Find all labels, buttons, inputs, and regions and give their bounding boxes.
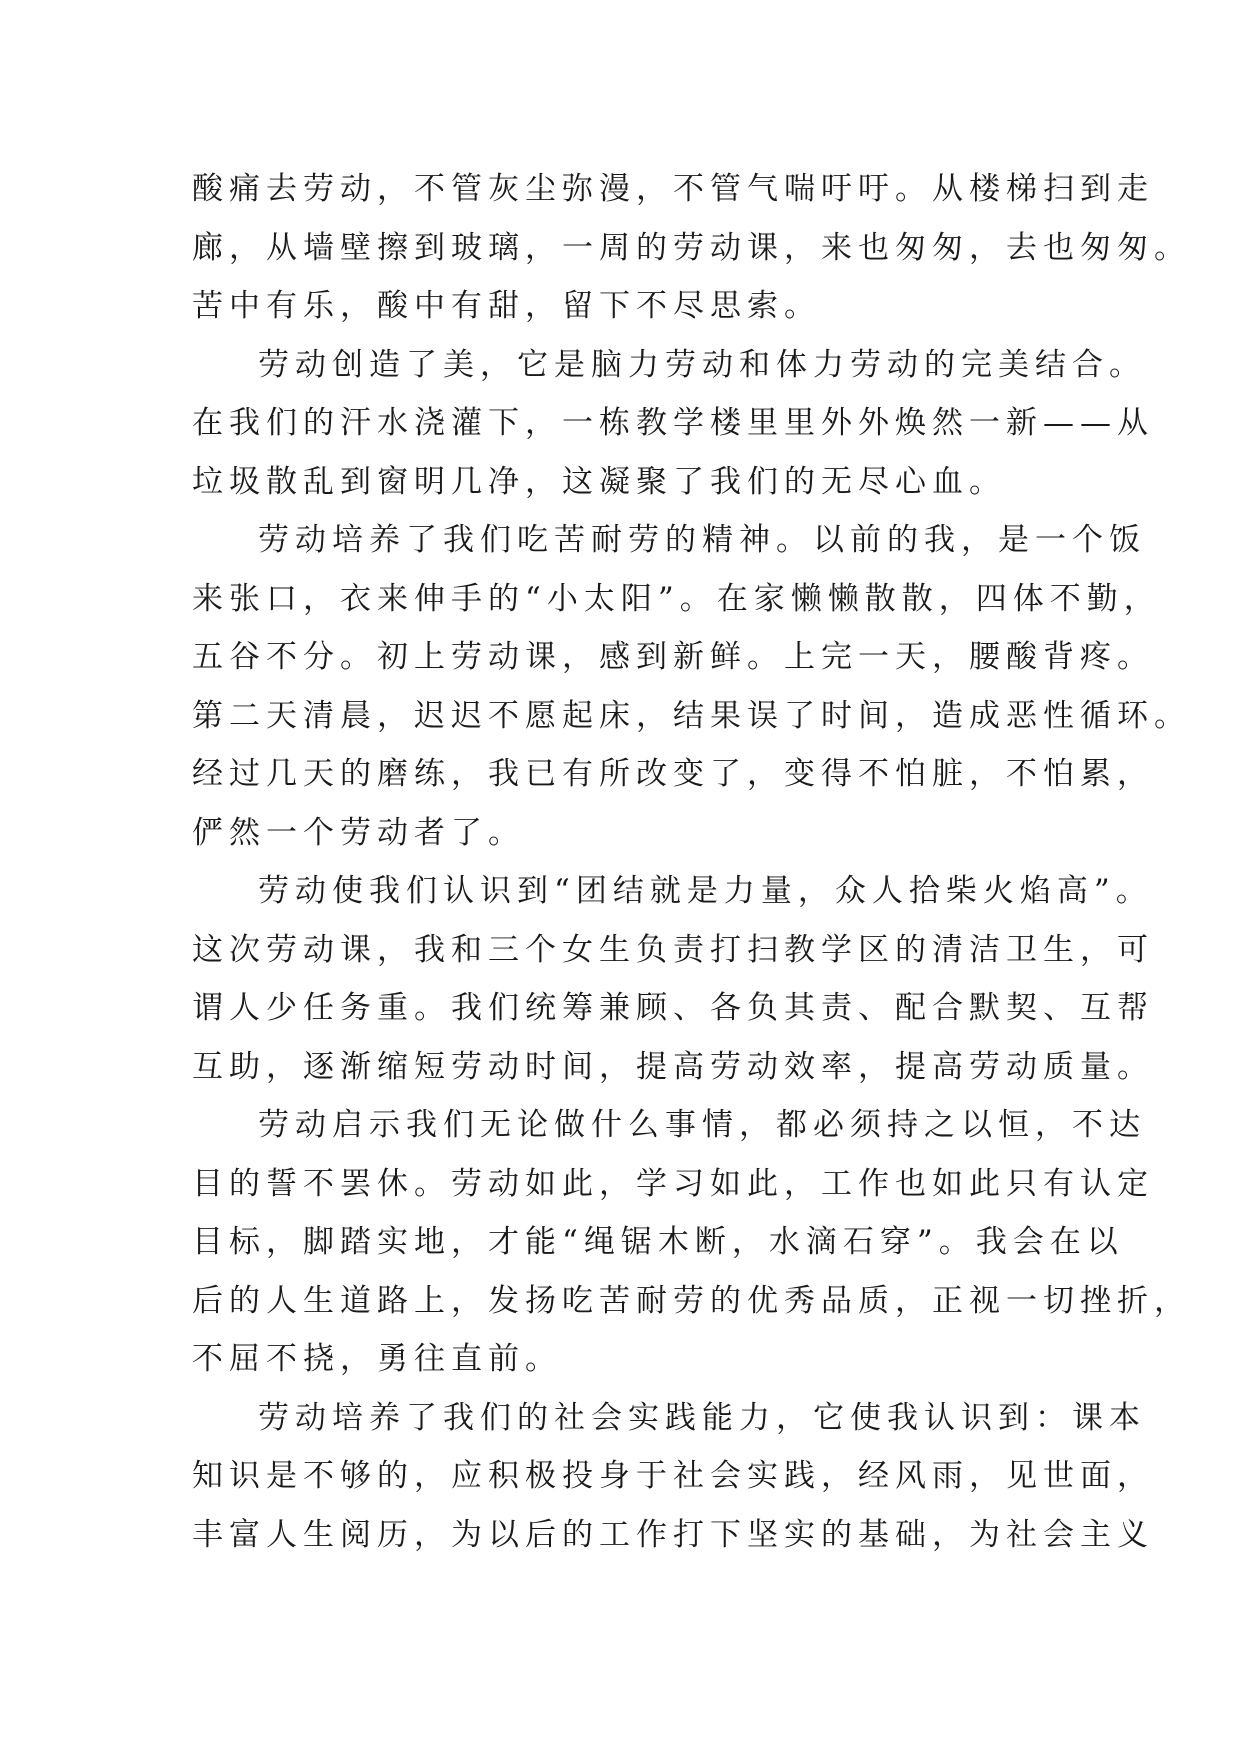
- text-line: 劳动创造了美，它是脑力劳动和体力劳动的完美结合。: [258, 346, 1146, 383]
- text-line: 不屈不挠，勇往直前。: [192, 1341, 562, 1377]
- text-line: 知识是不够的，应积极投身于社会实践，经风雨，见世面，: [192, 1458, 1154, 1494]
- text-line: 五谷不分。初上劳动课，感到新鲜。上完一天，腰酸背疼。: [192, 639, 1154, 675]
- text-line: 来张口，衣来伸手的“小太阳”。在家懒懒散散，四体不勤，: [192, 580, 1161, 617]
- text-line: 酸痛去劳动，不管灰尘弥漫，不管气喘吁吁。从楼梯扫到走: [192, 171, 1154, 207]
- text-line: 第二天清晨，迟迟不愿起床，结果误了时间，造成恶性循环。: [192, 697, 1191, 734]
- text-line: 劳动启示我们无论做什么事情，都必须持之以恒，不达: [258, 1107, 1146, 1143]
- text-line: 垃圾散乱到窗明几净，这凝聚了我们的无尽心血。: [192, 463, 1006, 500]
- text-line: 互助，逐渐缩短劳动时间，提高劳动效率，提高劳动质量。: [192, 1048, 1154, 1085]
- text-line: 俨然一个劳动者了。: [192, 814, 525, 851]
- text-line: 在我们的汗水浇灌下，一栋教学楼里里外外焕然一新——从: [192, 405, 1154, 441]
- text-line: 劳动培养了我们吃苦耐劳的精神。以前的我，是一个饭: [258, 522, 1146, 558]
- text-line: 后的人生道路上，发扬吃苦耐劳的优秀品质，正视一切挫折，: [192, 1282, 1191, 1319]
- text-line: 目标，脚踏实地，才能“绳锯木断，水滴石穿”。我会在以: [192, 1224, 1124, 1260]
- text-line: 劳动使我们认识到“团结就是力量，众人拾柴火焰高”。: [258, 873, 1153, 909]
- text-line: 这次劳动课，我和三个女生负责打扫教学区的清洁卫生，可: [192, 931, 1154, 968]
- text-line: 谓人少任务重。我们统筹兼顾、各负其责、配合默契、互帮: [192, 990, 1154, 1026]
- text-line: 目的誓不罢休。劳动如此，学习如此，工作也如此只有认定: [192, 1165, 1154, 1202]
- text-line: 廊，从墙壁擦到玻璃，一周的劳动课，来也匆匆，去也匆匆。: [192, 229, 1191, 266]
- text-line: 经过几天的磨练，我已有所改变了，变得不怕脏，不怕累，: [192, 756, 1154, 792]
- text-line: 苦中有乐，酸中有甜，留下不尽思索。: [192, 288, 821, 324]
- body-text: [192, 160, 1191, 1564]
- text-line: 丰富人生阅历，为以后的工作打下坚实的基础，为社会主义: [192, 1516, 1154, 1553]
- text-line: 劳动培养了我们的社会实践能力，它使我认识到：课本: [258, 1399, 1146, 1436]
